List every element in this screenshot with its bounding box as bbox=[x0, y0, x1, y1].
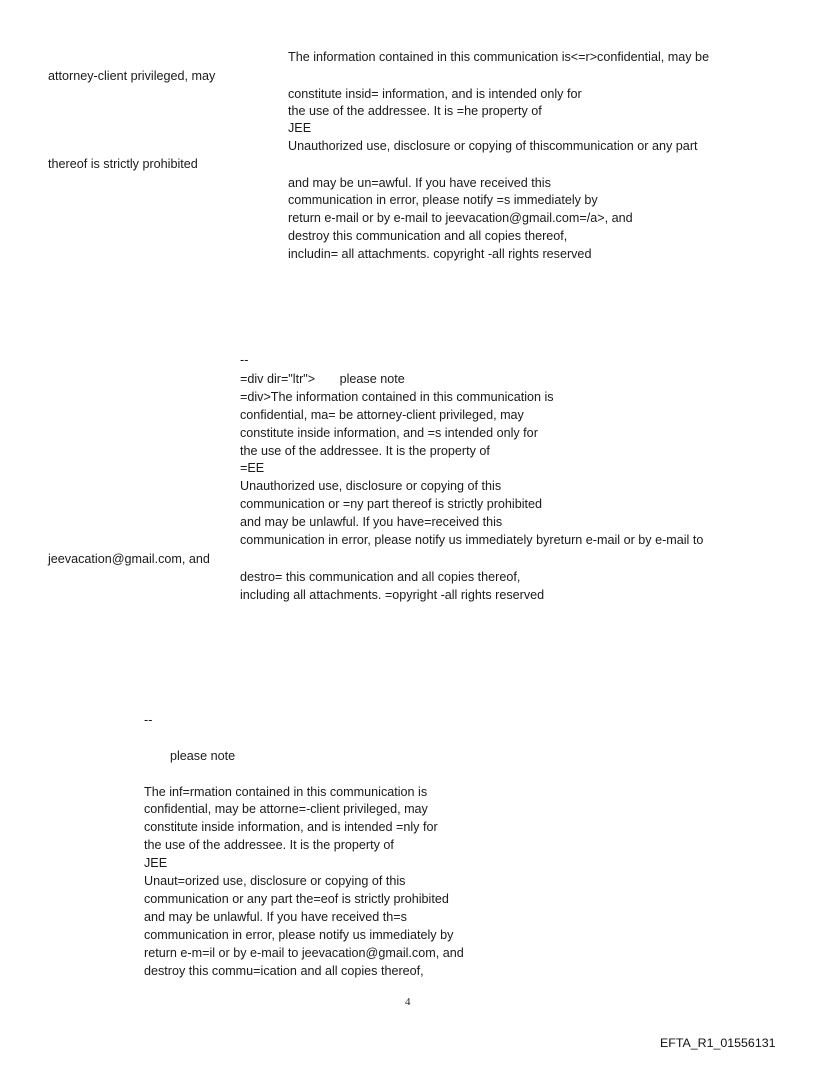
text-line: destroy this communication and all copies thereof, bbox=[288, 229, 568, 243]
text-line: communication or any part the=eof is strictly prohibited bbox=[144, 892, 449, 906]
text-line: Unauthorized use, disclosure or copying of this bbox=[240, 479, 502, 493]
text-line: communication in error, please notify =s immediately by bbox=[288, 193, 598, 207]
text-line: The information contained in this communication is<=r>confidential, may be bbox=[288, 50, 710, 64]
text-line: and may be unlawful. If you have received th=s bbox=[144, 910, 407, 924]
text-line: Unauthorized use, disclosure or copying of thiscommunication or any part bbox=[288, 139, 698, 153]
text-line: confidential, may be attorne=-client privileged, may bbox=[144, 802, 428, 816]
text-line: includin= all attachments. copyright -all rights reserved bbox=[288, 247, 592, 261]
page-number: 4 bbox=[405, 996, 411, 1008]
text-line: destro= this communication and all copies thereof, bbox=[240, 570, 521, 584]
text-line: =EE bbox=[240, 461, 265, 475]
text-line: constitute inside information, and =s intended only for bbox=[240, 426, 538, 440]
text-line: communication or =ny part thereof is strictly prohibited bbox=[240, 497, 543, 511]
text-line: attorney-client privileged, may bbox=[48, 69, 216, 83]
text-line: and may be unlawful. If you have=received this bbox=[240, 515, 503, 529]
text-line: including all attachments. =opyright -all rights reserved bbox=[240, 588, 545, 602]
text-line: and may be un=awful. If you have received this bbox=[288, 176, 551, 190]
text-line: confidential, ma= be attorney-client privileged, may bbox=[240, 408, 524, 422]
text-line: JEE bbox=[144, 856, 168, 870]
text-line: the use of the addressee. It is the property of bbox=[240, 444, 490, 458]
text-line: -- bbox=[240, 353, 249, 367]
text-line: communication in error, please notify us immediately by bbox=[144, 928, 454, 942]
text-line: =div>The information contained in this communication is bbox=[240, 390, 554, 404]
text-line: Unaut=orized use, disclosure or copying of this bbox=[144, 874, 406, 888]
text-line: return e-mail or by e-mail to jeevacation@gmail.com=/a>, and bbox=[288, 211, 633, 225]
text-line: return e-m=il or by e-mail to jeevacation@gmail.com, and bbox=[144, 946, 464, 960]
document-id: EFTA_R1_01556131 bbox=[660, 1036, 776, 1050]
text-line: JEE bbox=[288, 121, 312, 135]
text-line: thereof is strictly prohibited bbox=[48, 157, 198, 171]
text-line: constitute inside information, and is intended =nly for bbox=[144, 820, 438, 834]
text-line: the use of the addressee. It is the property of bbox=[144, 838, 394, 852]
text-line: constitute insid= information, and is intended only for bbox=[288, 87, 582, 101]
note-heading: please note bbox=[170, 749, 236, 763]
text-line: the use of the addressee. It is =he property of bbox=[288, 104, 542, 118]
separator-dashes: -- bbox=[144, 713, 153, 727]
text-line: The inf=rmation contained in this communication is bbox=[144, 785, 428, 799]
text-line: communication in error, please notify us immediately byreturn e-mail or by e-mail to bbox=[240, 533, 704, 547]
text-line: destroy this commu=ication and all copies thereof, bbox=[144, 964, 424, 978]
text-line: =div dir="ltr"> please note bbox=[240, 372, 405, 386]
text-line: jeevacation@gmail.com, and bbox=[48, 552, 210, 566]
